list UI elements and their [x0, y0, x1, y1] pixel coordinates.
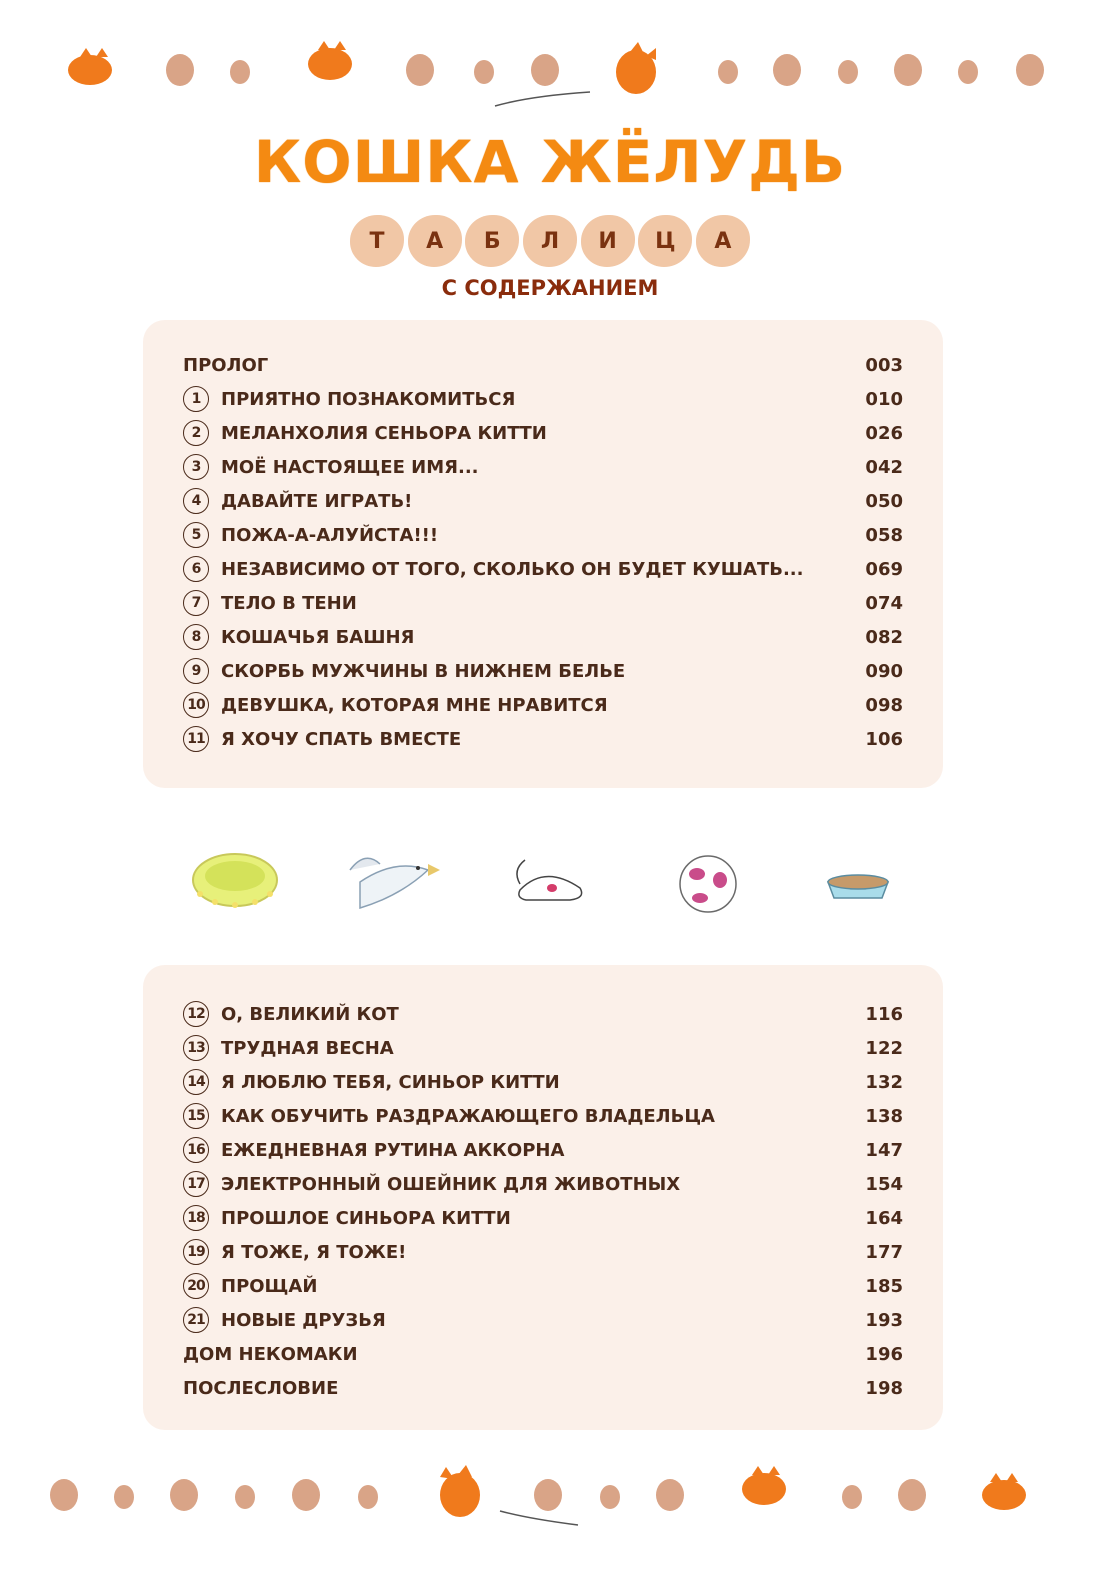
chapter-number: 15: [183, 1103, 209, 1129]
toc-page: 185: [865, 1275, 903, 1297]
toc-title: СКОРБЬ МУЖЧИНЫ В НИЖНЕМ БЕЛЬЕ: [221, 660, 626, 682]
toc-row[interactable]: [183, 1235, 903, 1269]
book-title: КОШКА ЖЁЛУДЬ: [253, 128, 847, 196]
chapter-number: 11: [183, 726, 209, 752]
toc-title: ДЕВУШКА, КОТОРАЯ МНЕ НРАВИТСЯ: [221, 694, 608, 716]
toc-row[interactable]: [183, 1269, 903, 1303]
bottom-decoration: [0, 1455, 1100, 1545]
chapter-number: 6: [183, 556, 209, 582]
toc-row[interactable]: [183, 416, 903, 450]
subtitle-letter: Т: [350, 215, 404, 267]
toc-page: 154: [865, 1173, 903, 1195]
toc-title: МЕЛАНХОЛИЯ СЕНЬОРА КИТТИ: [221, 422, 547, 444]
toc-title: ТРУДНАЯ ВЕСНА: [221, 1037, 394, 1059]
toc-page: 026: [865, 422, 903, 444]
acorn-cat-border-icon: [0, 30, 1100, 120]
toc-title: О, ВЕЛИКИЙ КОТ: [221, 1003, 399, 1025]
toc-row[interactable]: [183, 1133, 903, 1167]
toc-row[interactable]: [183, 997, 903, 1031]
food-bowl-icon: [828, 875, 888, 898]
acorn-cat-border-icon: [0, 1455, 1100, 1545]
toc-row[interactable]: [183, 518, 903, 552]
toc-title: ЭЛЕКТРОННЫЙ ОШЕЙНИК ДЛЯ ЖИВОТНЫХ: [221, 1173, 681, 1195]
toc-row[interactable]: [183, 722, 903, 756]
toc-row[interactable]: [183, 484, 903, 518]
toc-title: Я ХОЧУ СПАТЬ ВМЕСТЕ: [221, 728, 462, 750]
toc-row[interactable]: [183, 348, 903, 382]
toc-row[interactable]: [183, 382, 903, 416]
toc-page: 196: [865, 1343, 903, 1365]
chapter-number: 17: [183, 1171, 209, 1197]
illustrations-row: [0, 840, 1100, 930]
toc-page: 098: [865, 694, 903, 716]
toc-row[interactable]: [183, 1099, 903, 1133]
subtitle-letter: Ц: [638, 215, 692, 267]
toc-row[interactable]: [183, 688, 903, 722]
toc-page: 082: [865, 626, 903, 648]
toc-row[interactable]: [183, 1337, 903, 1371]
chapter-number: 16: [183, 1137, 209, 1163]
toc-row[interactable]: [183, 552, 903, 586]
toc-page: 042: [865, 456, 903, 478]
chapter-number: 20: [183, 1273, 209, 1299]
toc-title: ПРИЯТНО ПОЗНАКОМИТЬСЯ: [221, 388, 516, 410]
toc-page: 003: [865, 354, 903, 376]
chapter-number: 12: [183, 1001, 209, 1027]
subtitle-caption: С СОДЕРЖАНИЕМ: [441, 276, 659, 300]
chapter-number: 9: [183, 658, 209, 684]
toc-title: КАК ОБУЧИТЬ РАЗДРАЖАЮЩЕГО ВЛАДЕЛЬЦА: [221, 1105, 715, 1127]
cat-bed-icon: [193, 854, 277, 908]
toc-title: ЕЖЕДНЕВНАЯ РУТИНА АККОРНА: [221, 1139, 565, 1161]
toc-row[interactable]: [183, 1065, 903, 1099]
chapter-number: 2: [183, 420, 209, 446]
chapter-number: 13: [183, 1035, 209, 1061]
toc-page: 058: [865, 524, 903, 546]
toc-title: ПРОЩАЙ: [221, 1275, 318, 1297]
bird-toy-icon: [350, 858, 440, 908]
chapter-number: 8: [183, 624, 209, 650]
toc-section-2: [143, 965, 943, 1430]
toc-title: ПРОЛОГ: [183, 354, 269, 376]
toc-row[interactable]: [183, 1167, 903, 1201]
chapter-number: 18: [183, 1205, 209, 1231]
toc-page: 074: [865, 592, 903, 614]
chapter-number: 5: [183, 522, 209, 548]
toc-row[interactable]: [183, 654, 903, 688]
toc-row[interactable]: [183, 1303, 903, 1337]
toc-row[interactable]: [183, 1371, 903, 1405]
top-decoration: [0, 30, 1100, 120]
subtitle-letter: Л: [523, 215, 577, 267]
toc-page: 069: [865, 558, 903, 580]
chapter-number: 19: [183, 1239, 209, 1265]
mouse-toy-icon: [517, 860, 582, 900]
toc-list: [183, 348, 903, 756]
toc-title: НОВЫЕ ДРУЗЬЯ: [221, 1309, 386, 1331]
toc-row[interactable]: [183, 1031, 903, 1065]
subtitle-letter: Б: [465, 215, 519, 267]
toc-title: МОЁ НАСТОЯЩЕЕ ИМЯ...: [221, 456, 479, 478]
chapter-number: 1: [183, 386, 209, 412]
chapter-number: 4: [183, 488, 209, 514]
toc-page: 106: [865, 728, 903, 750]
chapter-number: 7: [183, 590, 209, 616]
subtitle-letter: А: [408, 215, 462, 267]
toc-page: 193: [865, 1309, 903, 1331]
toc-page: 050: [865, 490, 903, 512]
toc-page: 132: [865, 1071, 903, 1093]
toc-title: ПОЖА-А-АЛУЙСТА!!!: [221, 524, 439, 546]
toc-title: ДОМ НЕКОМАКИ: [183, 1343, 358, 1365]
toc-title: КОШАЧЬЯ БАШНЯ: [221, 626, 415, 648]
toc-title: ТЕЛО В ТЕНИ: [221, 592, 357, 614]
ball-toy-icon: [680, 856, 736, 912]
toc-page: 177: [865, 1241, 903, 1263]
toc-title: Я ЛЮБЛЮ ТЕБЯ, СИНЬОР КИТТИ: [221, 1071, 560, 1093]
toc-page: 198: [865, 1377, 903, 1399]
toc-page: 147: [865, 1139, 903, 1161]
toc-page: 164: [865, 1207, 903, 1229]
toc-row[interactable]: [183, 620, 903, 654]
chapter-number: 10: [183, 692, 209, 718]
subtitle-letter: И: [581, 215, 635, 267]
toc-title: НЕЗАВИСИМО ОТ ТОГО, СКОЛЬКО ОН БУДЕТ КУШАТЬ...: [221, 558, 804, 580]
subtitle-letter: А: [696, 215, 750, 267]
toc-row[interactable]: [183, 450, 903, 484]
toc-page: 116: [865, 1003, 903, 1025]
toc-title: ПОСЛЕСЛОВИЕ: [183, 1377, 339, 1399]
toc-page: 090: [865, 660, 903, 682]
subtitle-letters: [350, 210, 750, 272]
toc-page: 010: [865, 388, 903, 410]
toc-title: Я ТОЖЕ, Я ТОЖЕ!: [221, 1241, 407, 1263]
toc-section-1: [143, 320, 943, 788]
chapter-number: 21: [183, 1307, 209, 1333]
chapter-number: 3: [183, 454, 209, 480]
chapter-number: 14: [183, 1069, 209, 1095]
toc-title: ПРОШЛОЕ СИНЬОРА КИТТИ: [221, 1207, 511, 1229]
toc-row[interactable]: [183, 1201, 903, 1235]
toc-title: ДАВАЙТЕ ИГРАТЬ!: [221, 490, 413, 512]
toc-row[interactable]: [183, 586, 903, 620]
toc-page: 138: [865, 1105, 903, 1127]
toc-page: 122: [865, 1037, 903, 1059]
toc-list: [183, 997, 903, 1405]
